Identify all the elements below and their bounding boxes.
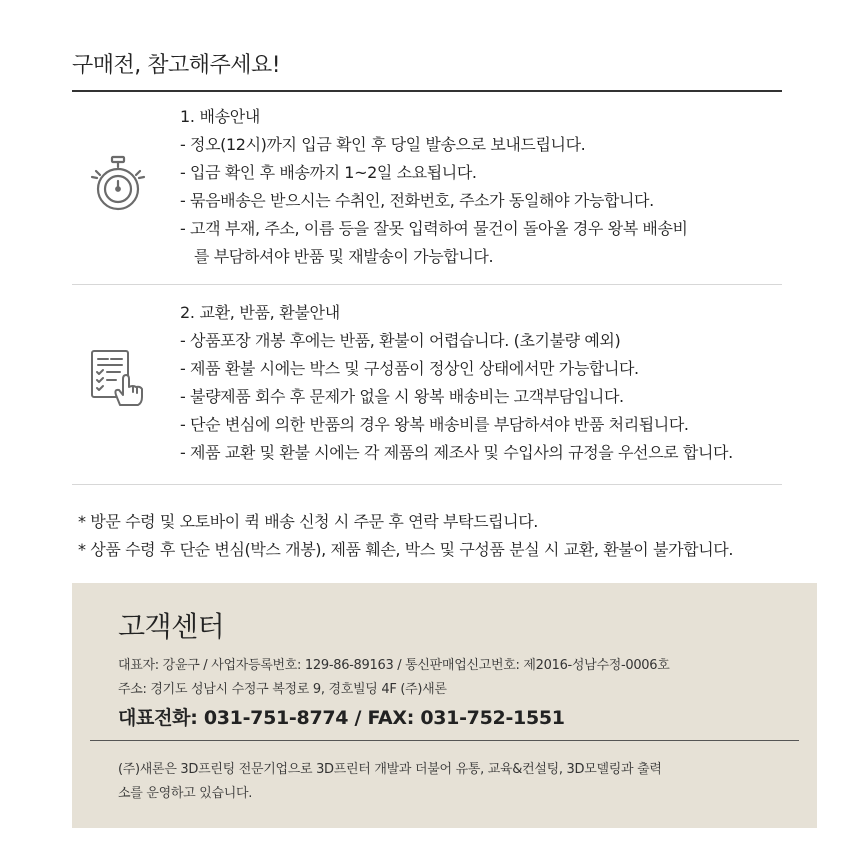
company-description: 소를 운영하고 있습니다. <box>118 786 253 801</box>
shipping-item: - 고객 부재, 주소, 이름 등을 잘못 입력하여 물건이 돌아올 경우 왕복 배송비 <box>180 219 688 238</box>
section-divider <box>72 284 782 285</box>
title-divider <box>72 90 782 92</box>
business-info: 대표자: 강윤구 / 사업자등록번호: 129-86-89163 / 통신판매업신고번호: 제2016-성남수정-0006호 <box>118 658 670 673</box>
page-title: 구매전, 참고해주세요! <box>72 53 281 78</box>
section-divider <box>72 484 782 485</box>
shipping-item: - 입금 확인 후 배송까지 1~2일 소요됩니다. <box>180 163 477 182</box>
returns-content <box>180 299 820 467</box>
note-line: * 방문 수령 및 오토바이 퀵 배송 신청 시 주문 후 연락 부탁드립니다. <box>78 512 538 531</box>
checklist-hand-icon <box>86 345 150 409</box>
customer-center-title: 고객센터 <box>118 610 225 643</box>
returns-item: - 제품 교환 및 환불 시에는 각 제품의 제조사 및 수입사의 규정을 우선으로 합니다. <box>180 443 733 462</box>
customer-center-panel <box>72 583 817 828</box>
note-line: * 상품 수령 후 단순 변심(박스 개봉), 제품 훼손, 박스 및 구성품 분실 시 교환, 환불이 불가합니다. <box>78 540 734 559</box>
company-description: (주)새론은 3D프린팅 전문기업으로 3D프린터 개발과 더불어 유통, 교육&컨설팅, 3D모델링과 출력 <box>118 762 662 777</box>
phone-fax: 대표전화: 031-751-8774 / FAX: 031-752-1551 <box>118 707 565 729</box>
customer-center-divider <box>90 740 799 741</box>
stopwatch-icon <box>86 151 150 215</box>
shipping-content <box>180 103 820 271</box>
returns-item: - 제품 환불 시에는 박스 및 구성품이 정상인 상태에서만 가능합니다. <box>180 359 639 378</box>
returns-title: 2. 교환, 반품, 환불안내 <box>180 303 340 322</box>
notes <box>78 508 733 564</box>
shipping-title: 1. 배송안내 <box>180 107 261 126</box>
returns-item: - 불량제품 회수 후 문제가 없을 시 왕복 배송비는 고객부담입니다. <box>180 387 624 406</box>
shipping-item-continuation: 를 부담하셔야 반품 및 재발송이 가능합니다. <box>194 247 494 266</box>
shipping-item: - 정오(12시)까지 입금 확인 후 당일 발송으로 보내드립니다. <box>180 135 586 154</box>
shipping-item: - 묶음배송은 받으시는 수취인, 전화번호, 주소가 동일해야 가능합니다. <box>180 191 654 210</box>
returns-item: - 단순 변심에 의한 반품의 경우 왕복 배송비를 부담하셔야 반품 처리됩니다. <box>180 415 689 434</box>
company-address: 주소: 경기도 성남시 수정구 복정로 9, 경호빌딩 4F (주)새론 <box>118 682 447 697</box>
returns-item: - 상품포장 개봉 후에는 반품, 환불이 어렵습니다. (초기불량 예외) <box>180 331 621 350</box>
